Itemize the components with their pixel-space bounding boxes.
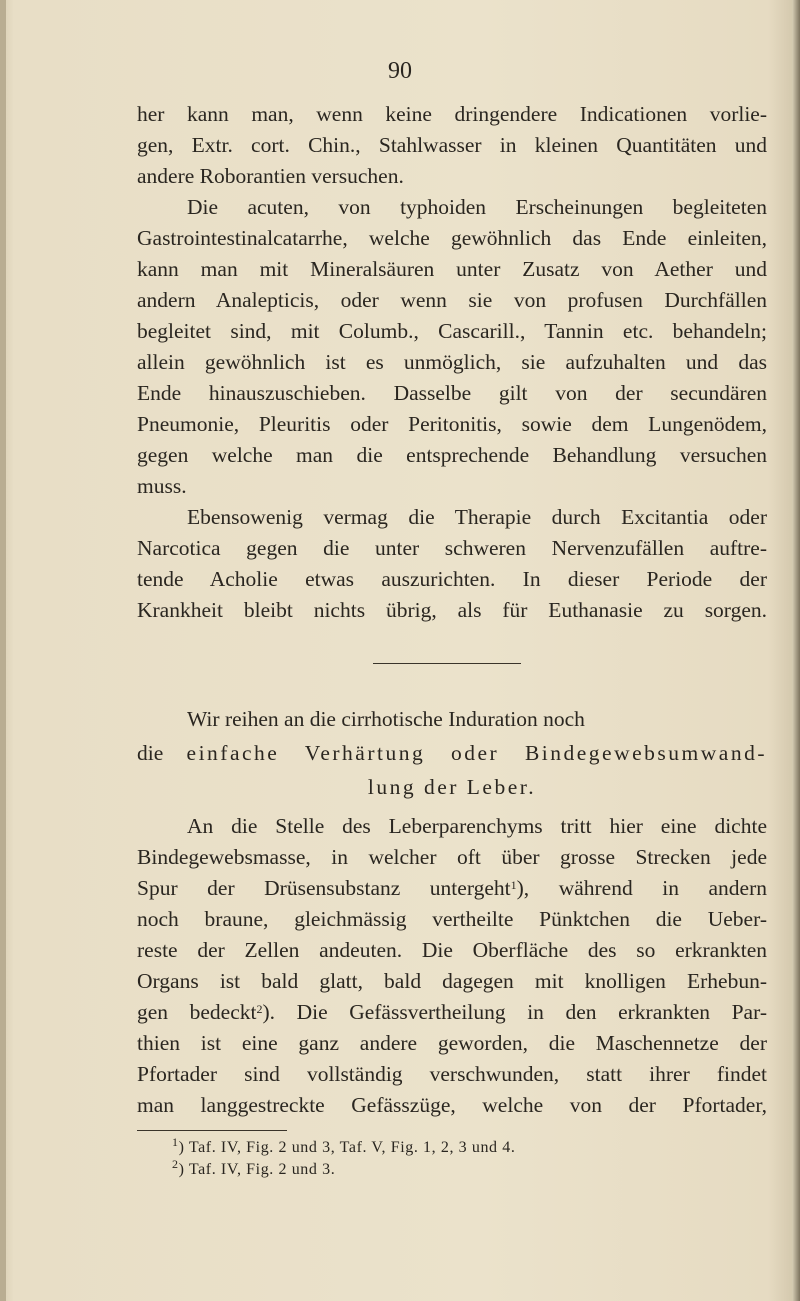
footnotes	[172, 1137, 772, 1181]
page-number: 90	[388, 58, 412, 84]
text-fragment: Spur der Drüsensubstanz untergeht	[137, 876, 511, 900]
text-line: Gastrointestinalcatarrhe, welche gewöhnlich das Ende einleiten,	[137, 226, 767, 250]
text-line: Die acuten, von typhoiden Erscheinungen begleiteten	[187, 195, 767, 219]
text-line	[137, 873, 767, 904]
footnote-divider	[137, 1130, 287, 1131]
section-divider	[373, 663, 521, 664]
text-line: noch braune, gleichmässig vertheilte Pünktchen die Ueber-	[137, 907, 767, 931]
binding-edge	[0, 0, 6, 1301]
heading-text: die	[137, 741, 187, 765]
text-line: tende Acholie etwas auszurichten. In dieser Periode der	[137, 567, 767, 591]
section-heading	[137, 704, 767, 803]
text-line: allein gewöhnlich ist es unmöglich, sie aufzuhalten und das	[137, 350, 767, 374]
footnote-text: ) Taf. IV, Fig. 2 und 3.	[178, 1161, 336, 1178]
text-line: Organs ist bald glatt, bald dagegen mit knolligen Erhebun-	[137, 969, 767, 993]
text-line: andern Analepticis, oder wenn sie von profusen Durchfällen	[137, 288, 767, 312]
text-line: Narcotica gegen die unter schweren Nervenzufällen auftre-	[137, 536, 767, 560]
text-line: thien ist eine ganz andere geworden, die Maschennetze der	[137, 1031, 767, 1055]
footnote	[172, 1159, 772, 1181]
footnote	[172, 1137, 772, 1159]
heading-emphasis: lung der Leber.	[367, 775, 537, 799]
heading-line	[137, 738, 767, 769]
text-line: begleitet sind, mit Columb., Cascarill., Tannin etc. behandeln;	[137, 319, 767, 343]
text-line: Ebensowenig vermag die Therapie durch Excitantia oder	[187, 505, 767, 529]
text-fragment: ), während in andern	[516, 876, 768, 900]
text-line: reste der Zellen andeuten. Die Oberfläche des so erkrankten	[137, 938, 767, 962]
text-line: Ende hinauszuschieben. Dasselbe gilt von der secundären	[137, 381, 767, 405]
page-edge	[792, 0, 800, 1301]
footnote-mark: 1	[172, 1135, 179, 1149]
text-line: Krankheit bleibt nichts übrig, als für Euthanasie zu sorgen.	[137, 598, 767, 622]
text-block-bottom	[137, 811, 767, 1121]
text-line: man langgestreckte Gefässzüge, welche von der Pfortader,	[137, 1093, 767, 1117]
footnote-ref: 2	[256, 1002, 263, 1016]
text-block-top	[137, 99, 767, 626]
text-line: An die Stelle des Leberparenchyms tritt hier eine dichte	[187, 814, 767, 838]
text-line	[137, 997, 767, 1028]
text-line: Pneumonie, Pleuritis oder Peritonitis, sowie dem Lungenödem,	[137, 412, 767, 436]
heading-line: Wir reihen an die cirrhotische Induration noch	[187, 707, 585, 731]
text-line: her kann man, wenn keine dringendere Indicationen vorlie-	[137, 102, 767, 126]
text-line: Bindegewebsmasse, in welcher oft über grosse Strecken jede	[137, 845, 767, 869]
footnote-mark: 2	[172, 1157, 179, 1171]
text-line: gegen welche man die entsprechende Behandlung versuchen	[137, 443, 767, 467]
footnote-text: ) Taf. IV, Fig. 2 und 3, Taf. V, Fig. 1, 2, 3 und 4.	[178, 1139, 516, 1156]
text-line: muss.	[137, 474, 187, 498]
text-line: gen, Extr. cort. Chin., Stahlwasser in kleinen Quantitäten und	[137, 133, 767, 157]
footnote-ref: 1	[510, 878, 517, 892]
heading-emphasis: einfache Verhärtung oder Bindegewebsumwand-	[186, 741, 767, 765]
text-line: kann man mit Mineralsäuren unter Zusatz von Aether und	[137, 257, 767, 281]
text-line: Pfortader sind vollständig verschwunden, statt ihrer findet	[137, 1062, 767, 1086]
text-fragment: gen bedeckt	[137, 1000, 257, 1024]
text-fragment: ). Die Gefässvertheilung in den erkrankten Par-	[262, 1000, 767, 1024]
text-line: andere Roborantien versuchen.	[137, 164, 404, 188]
